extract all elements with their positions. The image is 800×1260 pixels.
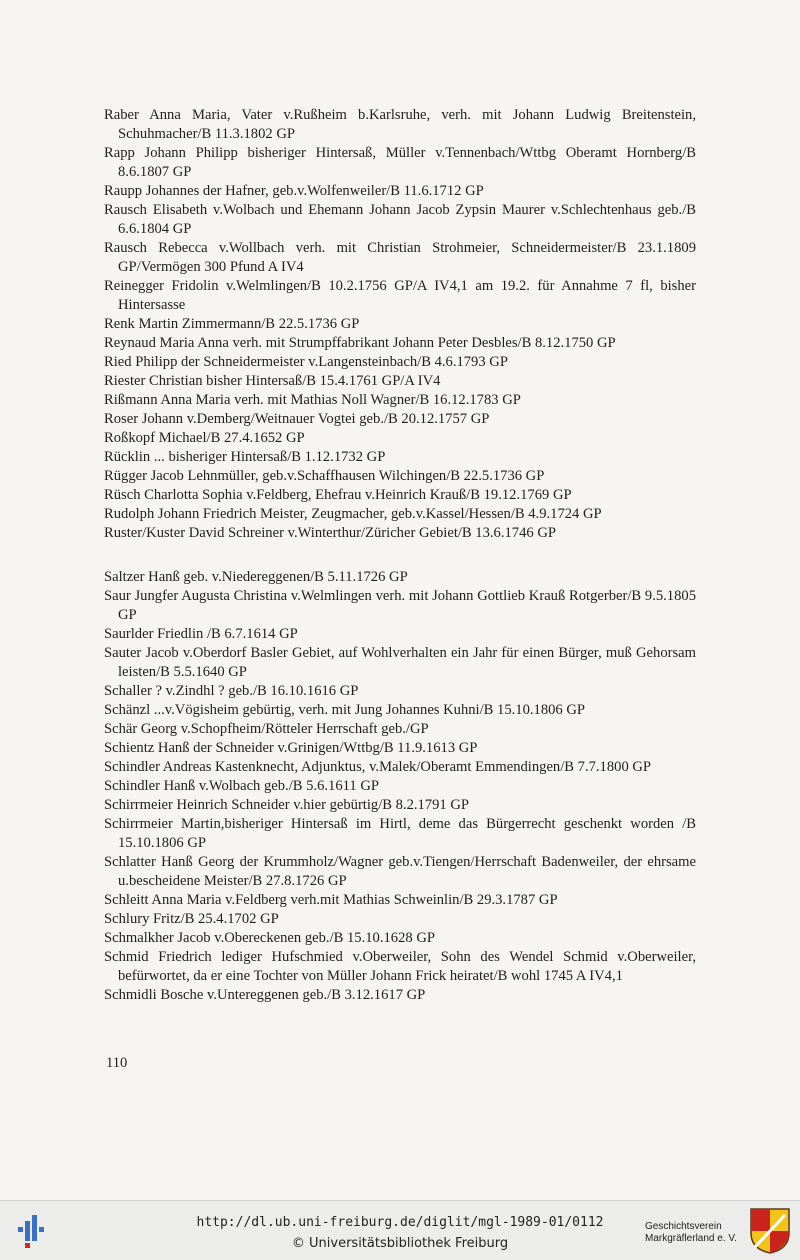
register-entry: Schmid Friedrich lediger Hufschmied v.Oberweiler, Sohn des Wendel Schmid v.Oberweiler, befürwortet, da er eine Tochter von Müller Johann Frick heiratet/B wohl 1745 A IV4,1 bbox=[104, 949, 696, 984]
register-entry: Schirrmeier Heinrich Schneider v.hier gebürtig/B 8.2.1791 GP bbox=[104, 797, 470, 813]
register-entry: Rausch Elisabeth v.Wolbach und Ehemann Johann Jacob Zypsin Maurer v.Schlechtenhaus geb./B 6.6.1804 GP bbox=[104, 202, 696, 237]
register-entry: Sauter Jacob v.Oberdorf Basler Gebiet, auf Wohlverhalten ein Jahr für einen Bürger, muß Gehorsam leisten/B 5.5.1640 GP bbox=[104, 645, 696, 680]
register-entry: Raber Anna Maria, Vater v.Rußheim b.Karlsruhe, verh. mit Johann Ludwig Breitenstein, Schuhmacher/B 11.3.1802 GP bbox=[104, 107, 696, 142]
register-entries bbox=[104, 106, 696, 1005]
register-entry: Reinegger Fridolin v.Welmlingen/B 10.2.1756 GP/A IV4,1 am 19.2. für Annahme 7 fl, bisher Hintersasse bbox=[104, 278, 696, 313]
register-entry: Schaller ? v.Zindhl ? geb./B 16.10.1616 GP bbox=[104, 683, 359, 699]
register-entry: Rügger Jacob Lehnmüller, geb.v.Schaffhausen Wilchingen/B 22.5.1736 GP bbox=[104, 468, 545, 484]
register-entry: Schindler Andreas Kastenknecht, Adjunktus, v.Malek/Oberamt Emmendingen/B 7.7.1800 GP bbox=[104, 759, 652, 775]
copyright-notice: © Universitätsbibliothek Freiburg bbox=[291, 1236, 509, 1251]
register-entry: Reynaud Maria Anna verh. mit Strumpffabrikant Johann Peter Desbles/B 8.12.1750 GP bbox=[104, 335, 616, 351]
register-entry: Schleitt Anna Maria v.Feldberg verh.mit Mathias Schweinlin/B 29.3.1787 GP bbox=[104, 892, 558, 908]
register-entry: Schmalkher Jacob v.Obereckenen geb./B 15.10.1628 GP bbox=[104, 930, 435, 946]
entry-group-s bbox=[104, 568, 696, 1005]
section-gap bbox=[104, 543, 696, 568]
viewer-footer bbox=[0, 1200, 800, 1260]
society-name-line2: Markgräflerland e. V. bbox=[645, 1233, 737, 1244]
register-entry: Schär Georg v.Schopfheim/Rötteler Herrschaft geb./GP bbox=[104, 721, 429, 737]
coat-of-arms-icon bbox=[749, 1207, 791, 1255]
register-entry: Schlatter Hanß Georg der Krummholz/Wagner geb.v.Tiengen/Herrschaft Badenweiler, der ehrsame u.bescheidene Meister/B 27.8.1726 GP bbox=[104, 854, 696, 889]
register-entry: Schmidli Bosche v.Untereggenen geb./B 3.12.1617 GP bbox=[104, 987, 426, 1003]
register-entry: Rudolph Johann Friedrich Meister, Zeugmacher, geb.v.Kassel/Hessen/B 4.9.1724 GP bbox=[104, 506, 602, 522]
register-entry: Ruster/Kuster David Schreiner v.Winterthur/Züricher Gebiet/B 13.6.1746 GP bbox=[104, 525, 556, 541]
register-entry: Schindler Hanß v.Wolbach geb./B 5.6.1611 GP bbox=[104, 778, 379, 794]
register-entry: Rausch Rebecca v.Wollbach verh. mit Christian Strohmeier, Schneidermeister/B 23.1.1809 GP/Vermögen 300 Pfund A IV4 bbox=[104, 240, 696, 275]
register-entry: Rücklin ... bisheriger Hintersaß/B 1.12.1732 GP bbox=[104, 449, 386, 465]
register-entry: Schlury Fritz/B 25.4.1702 GP bbox=[104, 911, 279, 927]
register-entry: Renk Martin Zimmermann/B 22.5.1736 GP bbox=[104, 316, 360, 332]
register-entry: Saurlder Friedlin /B 6.7.1614 GP bbox=[104, 626, 298, 642]
register-entry: Schientz Hanß der Schneider v.Grinigen/Wttbg/B 11.9.1613 GP bbox=[104, 740, 478, 756]
register-entry: Roßkopf Michael/B 27.4.1652 GP bbox=[104, 430, 305, 446]
register-entry: Schänzl ...v.Vögisheim gebürtig, verh. mit Jung Johannes Kuhni/B 15.10.1806 GP bbox=[104, 702, 586, 718]
entry-group-r bbox=[104, 106, 696, 543]
register-entry: Ried Philipp der Schneidermeister v.Langensteinbach/B 4.6.1793 GP bbox=[104, 354, 508, 370]
register-entry: Saur Jungfer Augusta Christina v.Welmlingen verh. mit Johann Gottlieb Krauß Rotgerber/B 9.5.1805 GP bbox=[104, 588, 696, 623]
register-entry: Roser Johann v.Demberg/Weitnauer Vogtei geb./B 20.12.1757 GP bbox=[104, 411, 490, 427]
source-url[interactable]: http://dl.ub.uni-freiburg.de/diglit/mgl-1989-01/0112 bbox=[196, 1215, 604, 1230]
register-entry: Saltzer Hanß geb. v.Niedereggenen/B 5.11.1726 GP bbox=[104, 569, 408, 585]
register-entry: Riester Christian bisher Hintersaß/B 15.4.1761 GP/A IV4 bbox=[104, 373, 441, 389]
register-entry: Raupp Johannes der Hafner, geb.v.Wolfenweiler/B 11.6.1712 GP bbox=[104, 183, 484, 199]
register-entry: Rüsch Charlotta Sophia v.Feldberg, Ehefrau v.Heinrich Krauß/B 19.12.1769 GP bbox=[104, 487, 572, 503]
register-entry: Rapp Johann Philipp bisheriger Hintersaß, Müller v.Tennenbach/Wttbg Oberamt Hornberg/B 8.6.1807 GP bbox=[104, 145, 696, 180]
society-name bbox=[645, 1221, 737, 1245]
register-entry: Schirrmeier Martin,bisheriger Hintersaß im Hirtl, deme das Bürgerrecht geschenkt worden /B 15.10.1806 GP bbox=[104, 816, 696, 851]
society-name-line1: Geschichtsverein bbox=[645, 1221, 722, 1232]
register-entry: Rißmann Anna Maria verh. mit Mathias Noll Wagner/B 16.12.1783 GP bbox=[104, 392, 521, 408]
page-number: 110 bbox=[106, 1055, 128, 1071]
